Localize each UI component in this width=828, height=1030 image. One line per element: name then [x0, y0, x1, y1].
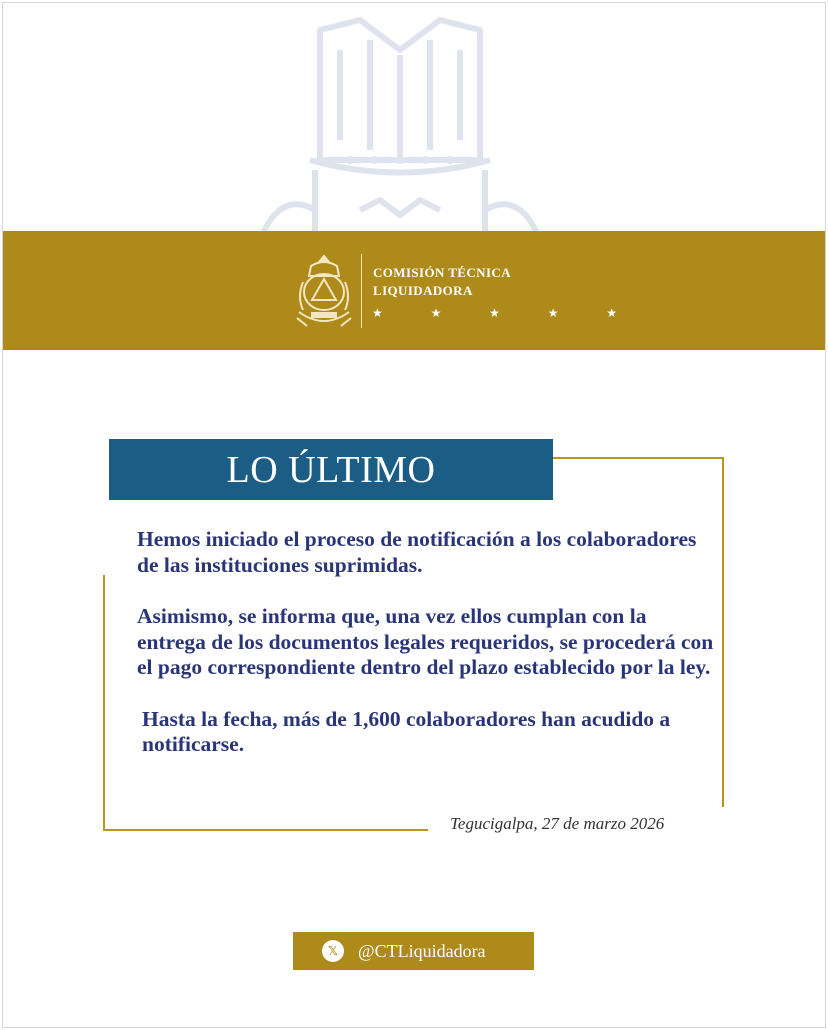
- x-logo-icon: 𝕏: [322, 940, 344, 962]
- notice-paragraph-2: Asimismo, se informa que, una vez ellos cumplan con la entrega de los documentos legales requeridos, se procederá con el pago correspondiente dentro del plazo establecido por la ley.: [137, 604, 714, 679]
- notice-title: LO ÚLTIMO: [226, 448, 436, 491]
- notice-paragraph-1: Hemos iniciado el proceso de notificación a los colaboradores de las instituciones suprimidas.: [137, 527, 697, 577]
- title-box: [109, 439, 553, 500]
- social-handle-badge[interactable]: [293, 932, 534, 970]
- honduras-coat-of-arms-icon: [289, 252, 359, 332]
- organization-name: [373, 264, 511, 300]
- notice-date: Tegucigalpa, 27 de marzo 2026: [450, 814, 665, 833]
- frame-line-left: [103, 575, 105, 831]
- frame-line-right: [722, 457, 724, 807]
- social-handle: @CTLiquidadora: [358, 940, 486, 961]
- banner-divider: [361, 254, 362, 328]
- stars-row: ★ ★ ★ ★ ★: [372, 306, 640, 320]
- notice-body: [137, 527, 717, 758]
- coat-of-arms-watermark-icon: [240, 10, 560, 240]
- org-name-line-1: COMISIÓN TÉCNICA: [373, 265, 511, 280]
- notice-paragraph-3: Hasta la fecha, más de 1,600 colaboradores han acudido a notificarse.: [142, 706, 671, 756]
- frame-line-bottom: [103, 829, 428, 831]
- org-name-line-2: LIQUIDADORA: [373, 283, 473, 298]
- frame-line-top: [553, 457, 724, 459]
